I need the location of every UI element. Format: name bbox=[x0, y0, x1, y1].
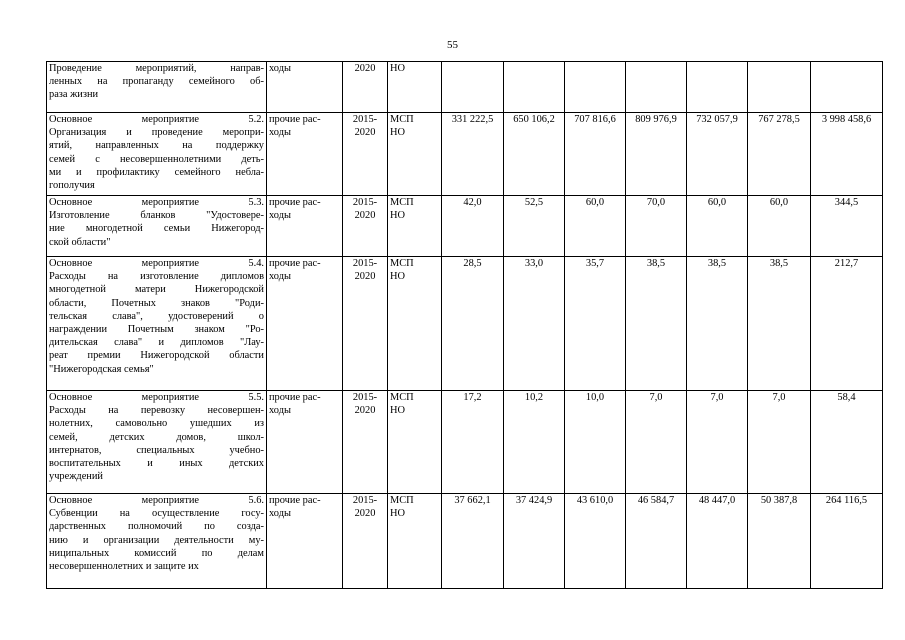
amount-cell: 344,5 bbox=[811, 196, 883, 257]
amount-cell bbox=[565, 62, 626, 113]
amount-cell bbox=[442, 62, 504, 113]
expense-type-cell bbox=[267, 196, 343, 257]
amount-cell: 60,0 bbox=[565, 196, 626, 257]
amount-cell: 650 106,2 bbox=[504, 113, 565, 196]
activity-description-cell-line: несовершеннолетних и защите их bbox=[49, 561, 199, 573]
activity-description-cell-line: ятий, направленных на поддержку bbox=[49, 140, 264, 152]
table-row bbox=[47, 391, 883, 494]
table-row bbox=[47, 62, 883, 113]
activity-description-cell-line: ленных на пропаганду семейного об- bbox=[49, 76, 264, 88]
activity-description-cell-line: ми и профилактику семейного небла- bbox=[49, 166, 264, 178]
period-cell-line: 2020 bbox=[354, 127, 376, 139]
amount-cell bbox=[748, 62, 811, 113]
amount-cell: 38,5 bbox=[687, 257, 748, 391]
activity-description-cell-line: семей, детских домов, школ- bbox=[49, 431, 264, 443]
activity-description-cell-line: Субвенции на осуществление госу- bbox=[49, 508, 264, 520]
activity-description-cell-line: ниципальных комиссий по делам bbox=[49, 547, 264, 559]
executor-cell bbox=[388, 257, 442, 391]
activity-description-cell-line: Проведение мероприятий, направ- bbox=[49, 63, 264, 74]
executor-cell-line: НО bbox=[390, 271, 406, 283]
activity-description-cell-line: нолетних, самовольно ушедших из bbox=[49, 418, 264, 430]
activity-description-cell-line: "Нижегородская семья" bbox=[49, 363, 154, 375]
period-cell-line: 2020 bbox=[354, 63, 376, 74]
amount-cell: 3 998 458,6 bbox=[811, 113, 883, 196]
activity-description-cell-line: многодетной матери Нижегородской bbox=[49, 284, 264, 296]
amount-cell: 37 424,9 bbox=[504, 494, 565, 589]
expense-type-cell bbox=[267, 113, 343, 196]
activity-description-cell bbox=[47, 494, 267, 589]
amount-cell bbox=[504, 62, 565, 113]
period-cell bbox=[343, 62, 388, 113]
expense-type-cell-line: ходы bbox=[269, 508, 291, 520]
table-body bbox=[47, 62, 883, 589]
period-cell bbox=[343, 391, 388, 494]
period-cell-line: 2020 bbox=[354, 210, 376, 222]
expense-type-cell-line: ходы bbox=[269, 210, 291, 222]
amount-cell: 212,7 bbox=[811, 257, 883, 391]
amount-cell: 42,0 bbox=[442, 196, 504, 257]
amount-cell: 264 116,5 bbox=[811, 494, 883, 589]
period-cell bbox=[343, 196, 388, 257]
activity-description-cell-line: Основное мероприятие 5.4. bbox=[49, 258, 264, 269]
table-row bbox=[47, 494, 883, 589]
amount-cell: 50 387,8 bbox=[748, 494, 811, 589]
amount-cell: 38,5 bbox=[626, 257, 687, 391]
period-cell-line: 2020 bbox=[354, 405, 376, 417]
executor-cell bbox=[388, 62, 442, 113]
amount-cell: 33,0 bbox=[504, 257, 565, 391]
activity-description-cell bbox=[47, 196, 267, 257]
amount-cell: 43 610,0 bbox=[565, 494, 626, 589]
activity-description-cell-line: Основное мероприятие 5.5. bbox=[49, 392, 264, 403]
activity-description-cell-line: области, Почетных знаков "Роди- bbox=[49, 297, 264, 309]
expense-type-cell-line: ходы bbox=[269, 405, 291, 417]
executor-cell-line: МСП bbox=[390, 114, 414, 125]
activity-description-cell-line: Расходы на изготовление дипломов bbox=[49, 271, 264, 283]
table-row bbox=[47, 113, 883, 196]
expense-type-cell-line: прочие рас- bbox=[269, 114, 321, 125]
expense-type-cell-line: прочие рас- bbox=[269, 392, 321, 403]
executor-cell-line: НО bbox=[390, 210, 406, 222]
executor-cell-line: МСП bbox=[390, 495, 414, 506]
activity-description-cell-line: семей с несовершеннолетними деть- bbox=[49, 153, 264, 165]
expense-type-cell bbox=[267, 494, 343, 589]
period-cell-line: 2015- bbox=[352, 258, 378, 269]
activity-description-cell-line: дительская слава" и дипломов "Лау- bbox=[49, 337, 264, 349]
activity-description-cell-line: воспитательных и иных детских bbox=[49, 458, 264, 470]
executor-cell bbox=[388, 391, 442, 494]
expense-type-cell-line: прочие рас- bbox=[269, 495, 321, 506]
amount-cell: 60,0 bbox=[687, 196, 748, 257]
activity-description-cell-line: нию и организации деятельности му- bbox=[49, 534, 264, 546]
activity-description-cell-line: Основное мероприятие 5.6. bbox=[49, 495, 264, 506]
executor-cell-line: МСП bbox=[390, 258, 414, 269]
activity-description-cell-line: реат премии Нижегородской области bbox=[49, 350, 264, 362]
activity-description-cell-line: ской области" bbox=[49, 236, 111, 248]
expense-type-cell bbox=[267, 62, 343, 113]
amount-cell bbox=[811, 62, 883, 113]
amount-cell: 70,0 bbox=[626, 196, 687, 257]
expense-type-cell-line: прочие рас- bbox=[269, 197, 321, 208]
activity-description-cell-line: учреждений bbox=[49, 471, 103, 483]
executor-cell bbox=[388, 113, 442, 196]
amount-cell: 60,0 bbox=[748, 196, 811, 257]
period-cell-line: 2015- bbox=[352, 197, 378, 208]
executor-cell-line: НО bbox=[390, 63, 406, 74]
executor-cell-line: НО bbox=[390, 405, 406, 417]
activity-description-cell-line: интернатов, специальных учебно- bbox=[49, 444, 264, 456]
expense-type-cell-line: ходы bbox=[269, 271, 291, 283]
period-cell bbox=[343, 494, 388, 589]
period-cell-line: 2015- bbox=[352, 392, 378, 403]
period-cell-line: 2015- bbox=[352, 114, 378, 125]
expense-type-cell-line: ходы bbox=[269, 63, 291, 74]
expense-type-cell bbox=[267, 257, 343, 391]
table-row bbox=[47, 257, 883, 391]
activity-description-cell-line: Основное мероприятие 5.2. bbox=[49, 114, 264, 125]
period-cell bbox=[343, 113, 388, 196]
amount-cell: 7,0 bbox=[687, 391, 748, 494]
expense-type-cell-line: ходы bbox=[269, 127, 291, 139]
amount-cell: 767 278,5 bbox=[748, 113, 811, 196]
amount-cell: 37 662,1 bbox=[442, 494, 504, 589]
activity-description-cell-line: Основное мероприятие 5.3. bbox=[49, 197, 264, 208]
amount-cell: 809 976,9 bbox=[626, 113, 687, 196]
amount-cell: 35,7 bbox=[565, 257, 626, 391]
amount-cell: 7,0 bbox=[626, 391, 687, 494]
executor-cell-line: НО bbox=[390, 508, 406, 520]
executor-cell bbox=[388, 196, 442, 257]
amount-cell: 707 816,6 bbox=[565, 113, 626, 196]
executor-cell-line: НО bbox=[390, 127, 406, 139]
activity-description-cell bbox=[47, 62, 267, 113]
budget-table bbox=[46, 61, 883, 589]
period-cell bbox=[343, 257, 388, 391]
amount-cell: 28,5 bbox=[442, 257, 504, 391]
period-cell-line: 2020 bbox=[354, 508, 376, 520]
activity-description-cell-line: дарственных полномочий по созда- bbox=[49, 521, 264, 533]
amount-cell: 732 057,9 bbox=[687, 113, 748, 196]
amount-cell: 7,0 bbox=[748, 391, 811, 494]
period-cell-line: 2020 bbox=[354, 271, 376, 283]
activity-description-cell bbox=[47, 257, 267, 391]
activity-description-cell-line: тельская слава", удостоверений о bbox=[49, 310, 264, 322]
amount-cell: 38,5 bbox=[748, 257, 811, 391]
executor-cell-line: МСП bbox=[390, 197, 414, 208]
activity-description-cell-line: гополучия bbox=[49, 180, 95, 192]
amount-cell: 58,4 bbox=[811, 391, 883, 494]
activity-description-cell-line: Расходы на перевозку несовершен- bbox=[49, 405, 264, 417]
period-cell-line: 2015- bbox=[352, 495, 378, 506]
activity-description-cell-line: Организация и проведение меропри- bbox=[49, 127, 264, 139]
activity-description-cell-line: Изготовление бланков "Удостовере- bbox=[49, 210, 264, 222]
amount-cell bbox=[626, 62, 687, 113]
activity-description-cell bbox=[47, 391, 267, 494]
expense-type-cell bbox=[267, 391, 343, 494]
expense-type-cell-line: прочие рас- bbox=[269, 258, 321, 269]
amount-cell: 10,0 bbox=[565, 391, 626, 494]
table-row bbox=[47, 196, 883, 257]
amount-cell: 52,5 bbox=[504, 196, 565, 257]
activity-description-cell-line: раза жизни bbox=[49, 89, 99, 101]
amount-cell: 46 584,7 bbox=[626, 494, 687, 589]
activity-description-cell-line: награждении Почетным знаком "Ро- bbox=[49, 324, 264, 336]
activity-description-cell bbox=[47, 113, 267, 196]
executor-cell bbox=[388, 494, 442, 589]
amount-cell bbox=[687, 62, 748, 113]
amount-cell: 331 222,5 bbox=[442, 113, 504, 196]
executor-cell-line: МСП bbox=[390, 392, 414, 403]
amount-cell: 10,2 bbox=[504, 391, 565, 494]
amount-cell: 48 447,0 bbox=[687, 494, 748, 589]
amount-cell: 17,2 bbox=[442, 391, 504, 494]
activity-description-cell-line: ние многодетной семьи Нижегород- bbox=[49, 223, 264, 235]
page-number: 55 bbox=[447, 39, 458, 51]
